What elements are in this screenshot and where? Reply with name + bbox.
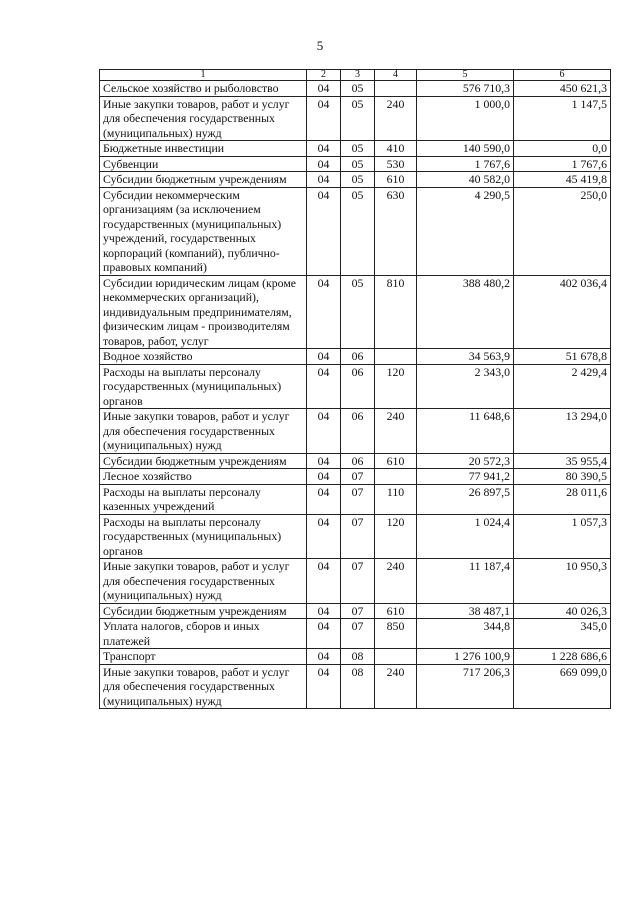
subsection-code-cell: 06 (341, 349, 375, 365)
amount-col6-cell: 250,0 (514, 187, 611, 275)
amount-col5-cell: 576 710,3 (417, 81, 514, 97)
section-code-cell: 04 (307, 275, 341, 349)
subsection-code-cell: 08 (341, 664, 375, 709)
item-name-cell: Субсидии бюджетным учреждениям (100, 453, 307, 469)
amount-col5-cell: 717 206,3 (417, 664, 514, 709)
item-name-cell: Иные закупки товаров, работ и услуг для обеспечения государственных (муниципальных) нужд (100, 664, 307, 709)
item-name-cell: Субсидии бюджетным учреждениям (100, 603, 307, 619)
table-row (100, 141, 611, 157)
amount-col5-cell: 1 024,4 (417, 514, 514, 559)
table-body (100, 81, 611, 709)
amount-col6-cell: 40 026,3 (514, 603, 611, 619)
table-row (100, 453, 611, 469)
amount-col5-cell: 40 582,0 (417, 172, 514, 188)
expense-type-cell: 610 (375, 453, 417, 469)
amount-col5-cell: 77 941,2 (417, 469, 514, 485)
table-row (100, 603, 611, 619)
section-code-cell: 04 (307, 96, 341, 141)
section-code-cell: 04 (307, 619, 341, 649)
subsection-code-cell: 05 (341, 96, 375, 141)
item-name-cell: Транспорт (100, 649, 307, 665)
item-name-cell: Расходы на выплаты персоналу государственных (муниципальных) органов (100, 514, 307, 559)
item-name-cell: Субсидии бюджетным учреждениям (100, 172, 307, 188)
section-code-cell: 04 (307, 349, 341, 365)
amount-col6-cell: 28 011,6 (514, 484, 611, 514)
table-row (100, 649, 611, 665)
expense-type-cell: 610 (375, 172, 417, 188)
amount-col6-cell: 10 950,3 (514, 559, 611, 604)
amount-col6-cell: 1 147,5 (514, 96, 611, 141)
item-name-cell: Субсидии некоммерческим организациям (за исключением государственных (муниципальных) учреждений, государственных корпораций (компаний), публично-правовых компаний) (100, 187, 307, 275)
table-row (100, 619, 611, 649)
column-header: 5 (417, 70, 514, 81)
table-row (100, 187, 611, 275)
amount-col6-cell: 402 036,4 (514, 275, 611, 349)
amount-col5-cell: 34 563,9 (417, 349, 514, 365)
section-code-cell: 04 (307, 409, 341, 454)
amount-col5-cell: 2 343,0 (417, 364, 514, 409)
section-code-cell: 04 (307, 141, 341, 157)
table-row (100, 275, 611, 349)
expense-type-cell (375, 349, 417, 365)
column-header: 3 (341, 70, 375, 81)
subsection-code-cell: 06 (341, 453, 375, 469)
section-code-cell: 04 (307, 453, 341, 469)
amount-col5-cell: 11 187,4 (417, 559, 514, 604)
expense-type-cell: 240 (375, 409, 417, 454)
subsection-code-cell: 07 (341, 603, 375, 619)
expense-type-cell: 240 (375, 664, 417, 709)
subsection-code-cell: 07 (341, 469, 375, 485)
amount-col5-cell: 1 000,0 (417, 96, 514, 141)
subsection-code-cell: 05 (341, 187, 375, 275)
item-name-cell: Иные закупки товаров, работ и услуг для обеспечения государственных (муниципальных) нужд (100, 96, 307, 141)
amount-col6-cell: 1 767,6 (514, 156, 611, 172)
amount-col6-cell: 0,0 (514, 141, 611, 157)
table-row (100, 81, 611, 97)
amount-col6-cell: 1 228 686,6 (514, 649, 611, 665)
table-row (100, 409, 611, 454)
subsection-code-cell: 06 (341, 364, 375, 409)
amount-col6-cell: 1 057,3 (514, 514, 611, 559)
subsection-code-cell: 07 (341, 619, 375, 649)
table-row (100, 469, 611, 485)
column-header: 6 (514, 70, 611, 81)
amount-col5-cell: 388 480,2 (417, 275, 514, 349)
subsection-code-cell: 05 (341, 141, 375, 157)
amount-col5-cell: 1 276 100,9 (417, 649, 514, 665)
subsection-code-cell: 07 (341, 484, 375, 514)
expense-type-cell: 850 (375, 619, 417, 649)
section-code-cell: 04 (307, 514, 341, 559)
section-code-cell: 04 (307, 603, 341, 619)
expense-type-cell: 110 (375, 484, 417, 514)
expense-type-cell: 530 (375, 156, 417, 172)
item-name-cell: Водное хозяйство (100, 349, 307, 365)
table-header-row (100, 70, 611, 81)
amount-col6-cell: 35 955,4 (514, 453, 611, 469)
expense-type-cell: 240 (375, 559, 417, 604)
table-row (100, 484, 611, 514)
amount-col5-cell: 11 648,6 (417, 409, 514, 454)
table-row (100, 559, 611, 604)
section-code-cell: 04 (307, 469, 341, 485)
item-name-cell: Сельское хозяйство и рыболовство (100, 81, 307, 97)
expense-type-cell: 610 (375, 603, 417, 619)
item-name-cell: Субсидии юридическим лицам (кроме некоммерческих организаций), индивидуальным предпринимателям, физическим лицам - производителям товаров, работ, услуг (100, 275, 307, 349)
subsection-code-cell: 05 (341, 81, 375, 97)
amount-col6-cell: 450 621,3 (514, 81, 611, 97)
section-code-cell: 04 (307, 664, 341, 709)
expense-type-cell (375, 81, 417, 97)
expense-type-cell (375, 649, 417, 665)
section-code-cell: 04 (307, 81, 341, 97)
section-code-cell: 04 (307, 156, 341, 172)
amount-col5-cell: 140 590,0 (417, 141, 514, 157)
item-name-cell: Лесное хозяйство (100, 469, 307, 485)
item-name-cell: Расходы на выплаты персоналу казенных учреждений (100, 484, 307, 514)
subsection-code-cell: 05 (341, 172, 375, 188)
section-code-cell: 04 (307, 649, 341, 665)
expense-type-cell: 240 (375, 96, 417, 141)
amount-col5-cell: 26 897,5 (417, 484, 514, 514)
amount-col6-cell: 2 429,4 (514, 364, 611, 409)
item-name-cell: Бюджетные инвестиции (100, 141, 307, 157)
column-header: 4 (375, 70, 417, 81)
table-row (100, 96, 611, 141)
section-code-cell: 04 (307, 364, 341, 409)
expense-type-cell (375, 469, 417, 485)
table-row (100, 172, 611, 188)
amount-col6-cell: 345,0 (514, 619, 611, 649)
amount-col5-cell: 344,8 (417, 619, 514, 649)
subsection-code-cell: 05 (341, 156, 375, 172)
item-name-cell: Иные закупки товаров, работ и услуг для обеспечения государственных (муниципальных) нужд (100, 409, 307, 454)
item-name-cell: Иные закупки товаров, работ и услуг для обеспечения государственных (муниципальных) нужд (100, 559, 307, 604)
table-row (100, 349, 611, 365)
section-code-cell: 04 (307, 187, 341, 275)
expense-type-cell: 810 (375, 275, 417, 349)
section-code-cell: 04 (307, 559, 341, 604)
page-number: 5 (316, 38, 324, 53)
table-row (100, 364, 611, 409)
expense-type-cell: 120 (375, 514, 417, 559)
section-code-cell: 04 (307, 484, 341, 514)
column-header: 1 (100, 70, 307, 81)
section-code-cell: 04 (307, 172, 341, 188)
amount-col6-cell: 669 099,0 (514, 664, 611, 709)
amount-col5-cell: 20 572,3 (417, 453, 514, 469)
amount-col6-cell: 51 678,8 (514, 349, 611, 365)
table-row (100, 664, 611, 709)
amount-col5-cell: 1 767,6 (417, 156, 514, 172)
amount-col6-cell: 45 419,8 (514, 172, 611, 188)
amount-col6-cell: 80 390,5 (514, 469, 611, 485)
subsection-code-cell: 05 (341, 275, 375, 349)
amount-col5-cell: 4 290,5 (417, 187, 514, 275)
subsection-code-cell: 07 (341, 559, 375, 604)
item-name-cell: Субвенции (100, 156, 307, 172)
table-row (100, 514, 611, 559)
expense-type-cell: 410 (375, 141, 417, 157)
table-row (100, 156, 611, 172)
expense-type-cell: 120 (375, 364, 417, 409)
expense-type-cell: 630 (375, 187, 417, 275)
subsection-code-cell: 07 (341, 514, 375, 559)
budget-table (99, 69, 611, 709)
column-header: 2 (307, 70, 341, 81)
item-name-cell: Уплата налогов, сборов и иных платежей (100, 619, 307, 649)
amount-col5-cell: 38 487,1 (417, 603, 514, 619)
subsection-code-cell: 06 (341, 409, 375, 454)
amount-col6-cell: 13 294,0 (514, 409, 611, 454)
item-name-cell: Расходы на выплаты персоналу государственных (муниципальных) органов (100, 364, 307, 409)
subsection-code-cell: 08 (341, 649, 375, 665)
